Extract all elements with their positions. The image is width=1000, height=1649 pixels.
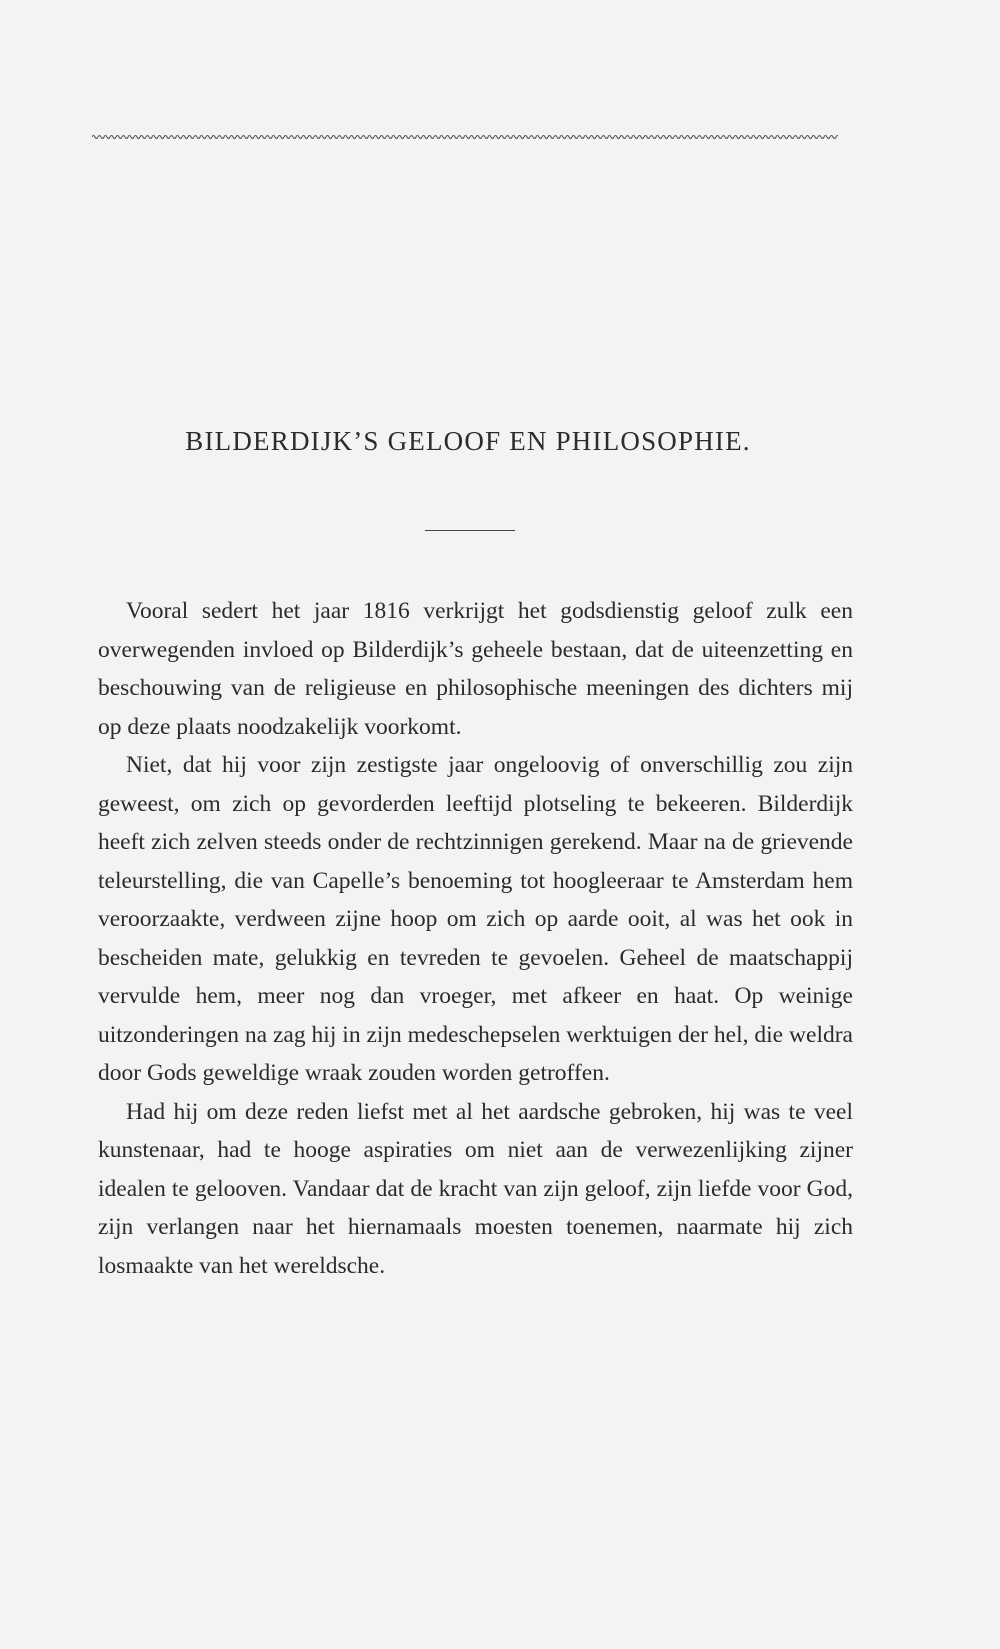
chapter-title: BILDERDIJK’S GELOOF EN PHILOSOPHIE. — [185, 426, 751, 456]
title-divider — [425, 530, 515, 531]
paragraph-1: Vooral sedert het jaar 1816 verkrijgt het godsdienstig geloof zulk een overwegenden invloed op Bilderdijk’s geheele bestaan, dat de uiteenzetting en beschouwing van de religieuse en philosophische meeningen des dichters mij op deze plaats noodzakelijk voorkomt. — [98, 598, 853, 740]
paragraph-3: Had hij om deze reden liefst met al het aardsche gebroken, hij was te veel kunstenaar, had te hooge aspiraties om niet aan de verwezenlijking zijner idealen te gelooven. Vandaar dat de kracht van zijn geloof, zijn liefde voor God, zijn verlangen naar het hiernamaals moesten toenemen, naarmate hij zich losmaakte van het wereldsche. — [98, 1098, 853, 1279]
paragraph-2: Niet, dat hij voor zijn zestigste jaar ongeloovig of onverschillig zou zijn geweest, om zich op gevorderden leeftijd plotseling te bekeeren. Bilderdijk heeft zich zelven steeds onder de rechtzinnigen gerekend. Maar na de grievende teleurstelling, die van Capelle’s benoeming tot hoogleeraar te Amsterdam hem veroorzaakte, verdween zijne hoop om zich op aarde ooit, al was het ook in bescheiden mate, gelukkig en tevreden te gevoelen. Geheel de maatschappij vervulde hem, meer nog dan vroeger, met afkeer en haat. Op weinige uitzonderingen na zag hij in zijn medeschepselen werktuigen der hel, die weldra door Gods geweldige wraak zouden worden getroffen. — [98, 752, 853, 1086]
wavy-header-ornament — [92, 130, 838, 144]
body-text — [98, 592, 853, 1285]
